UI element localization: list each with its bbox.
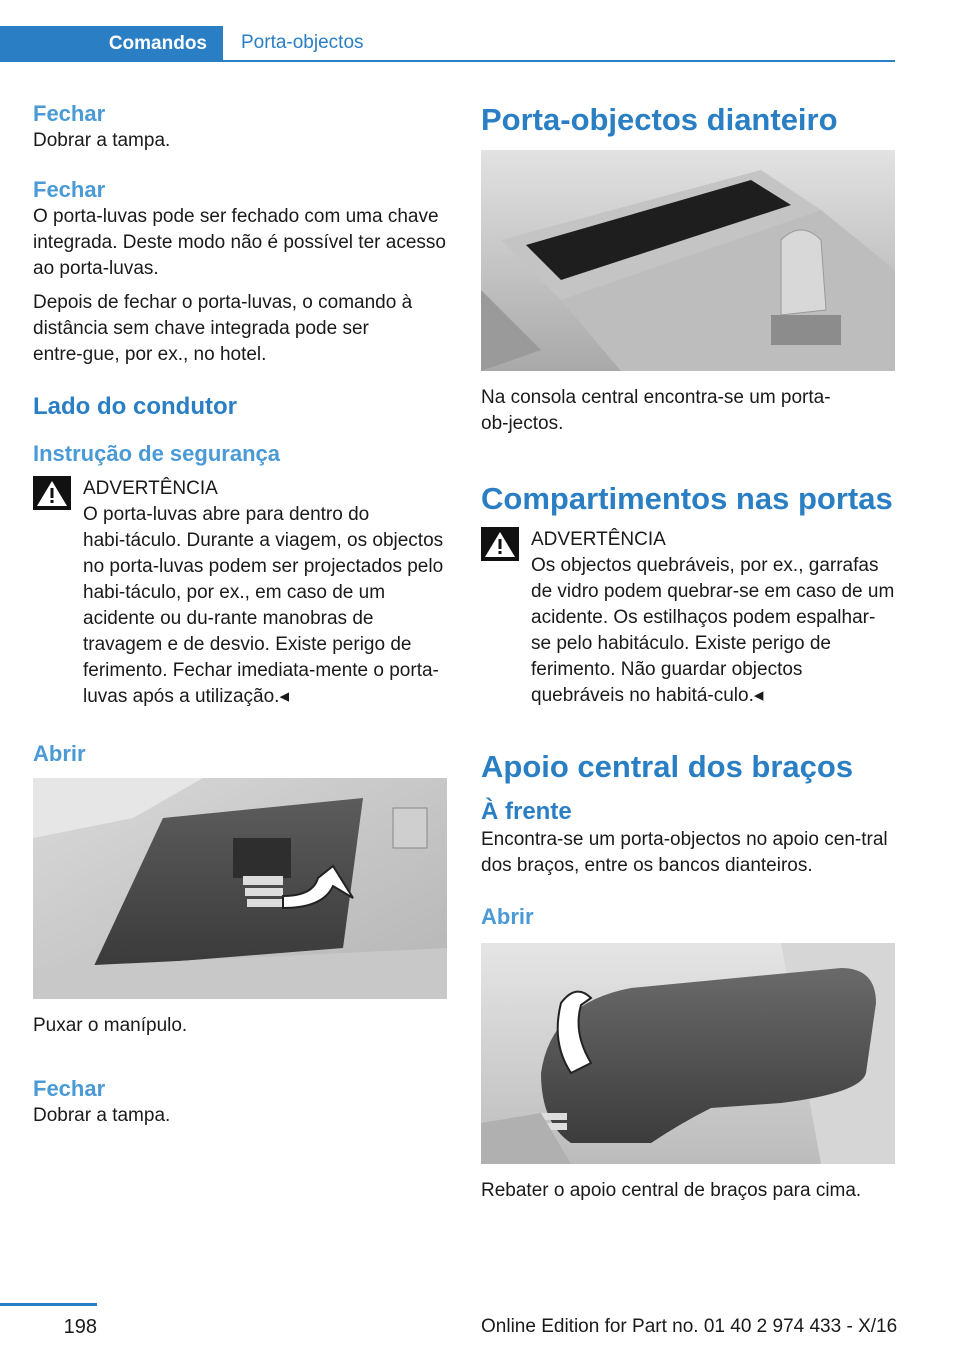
right-column	[481, 100, 895, 1204]
tab-porta-objectos[interactable]: Porta-objectos	[241, 32, 364, 53]
warning-text-content: Os objectos quebráveis, por ex., garrafas de vidro podem quebrar-se em caso de um acidente. Os estilhaços podem espalhar-se pelo habitáculo. Existe perigo de ferimento. Não guardar objectos quebráveis no habitá‑culo.◂	[531, 555, 895, 706]
warning-block-doors	[481, 527, 895, 709]
heading-instrucao-seguranca: Instrução de segurança	[33, 441, 280, 466]
header-rule	[0, 60, 895, 62]
page-number: 198	[63, 1316, 97, 1338]
text-dobrar-2: Dobrar a tampa.	[33, 1105, 171, 1126]
footer-rule	[0, 1303, 97, 1306]
photo-glovebox-handle	[33, 778, 447, 999]
text-apoio-central: Encontra-se um porta-objectos no apoio cen‑tral dos braços, entre os bancos dianteiros.	[481, 829, 888, 876]
warning-title: ADVERTÊNCIA	[83, 478, 218, 499]
page-header	[0, 26, 895, 62]
heading-a-frente: À frente	[481, 798, 572, 825]
warning-triangle-icon	[481, 527, 519, 561]
warning-triangle-icon	[33, 476, 71, 510]
edition-text: Online Edition for Part no. 01 40 2 974 433 - X/16	[481, 1316, 898, 1337]
text-chave-integrada: O porta-luvas pode ser fechado com uma chave integrada. Deste modo não é possível ter acesso ao porta-luvas.	[33, 206, 446, 279]
text-comando-distancia: Depois de fechar o porta-luvas, o comando à distância sem chave integrada pode ser entre‑gue, por ex., no hotel.	[33, 292, 413, 365]
heading-compartimentos-portas: Compartimentos nas portas	[481, 481, 893, 516]
photo-armrest	[481, 943, 895, 1164]
armrest-illustration	[481, 943, 895, 1164]
heading-fechar-3: Fechar	[33, 1076, 106, 1101]
left-column	[33, 100, 447, 1129]
heading-fechar-1: Fechar	[33, 101, 106, 126]
caption-consola-central: Na consola central encontra-se um porta-ob‑jectos.	[481, 387, 831, 434]
photo-front-console	[481, 150, 895, 371]
heading-abrir-2: Abrir	[481, 904, 534, 929]
heading-abrir-1: Abrir	[33, 741, 86, 766]
console-illustration	[481, 150, 895, 371]
heading-porta-objectos-dianteiro: Porta-objectos dianteiro	[481, 102, 838, 137]
warning-text	[33, 502, 447, 710]
heading-fechar-2: Fechar	[33, 177, 106, 202]
heading-apoio-central: Apoio central dos braços	[481, 749, 854, 784]
glovebox-illustration	[33, 778, 447, 999]
text-dobrar-1: Dobrar a tampa.	[33, 130, 171, 151]
heading-lado-condutor: Lado do condutor	[33, 393, 237, 420]
warning-title: ADVERTÊNCIA	[531, 529, 666, 550]
warning-text-content: O porta-luvas abre para dentro do habi‑táculo. Durante a viagem, os objectos no porta-luvas podem ser projectados pelo habi‑táculo, por ex., em caso de um acidente ou du‑rante manobras de travagem e de desvio. Existe perigo de ferimento. Fechar imediata‑mente o porta-luvas após a utilização.◂	[83, 504, 444, 707]
caption-rebater-apoio: Rebater o apoio central de braços para cima.	[481, 1180, 862, 1201]
warning-text	[481, 553, 895, 709]
caption-puxar-manipulo: Puxar o manípulo.	[33, 1015, 188, 1036]
tab-comandos[interactable]: Comandos	[0, 26, 223, 62]
warning-block-glovebox	[33, 476, 447, 710]
